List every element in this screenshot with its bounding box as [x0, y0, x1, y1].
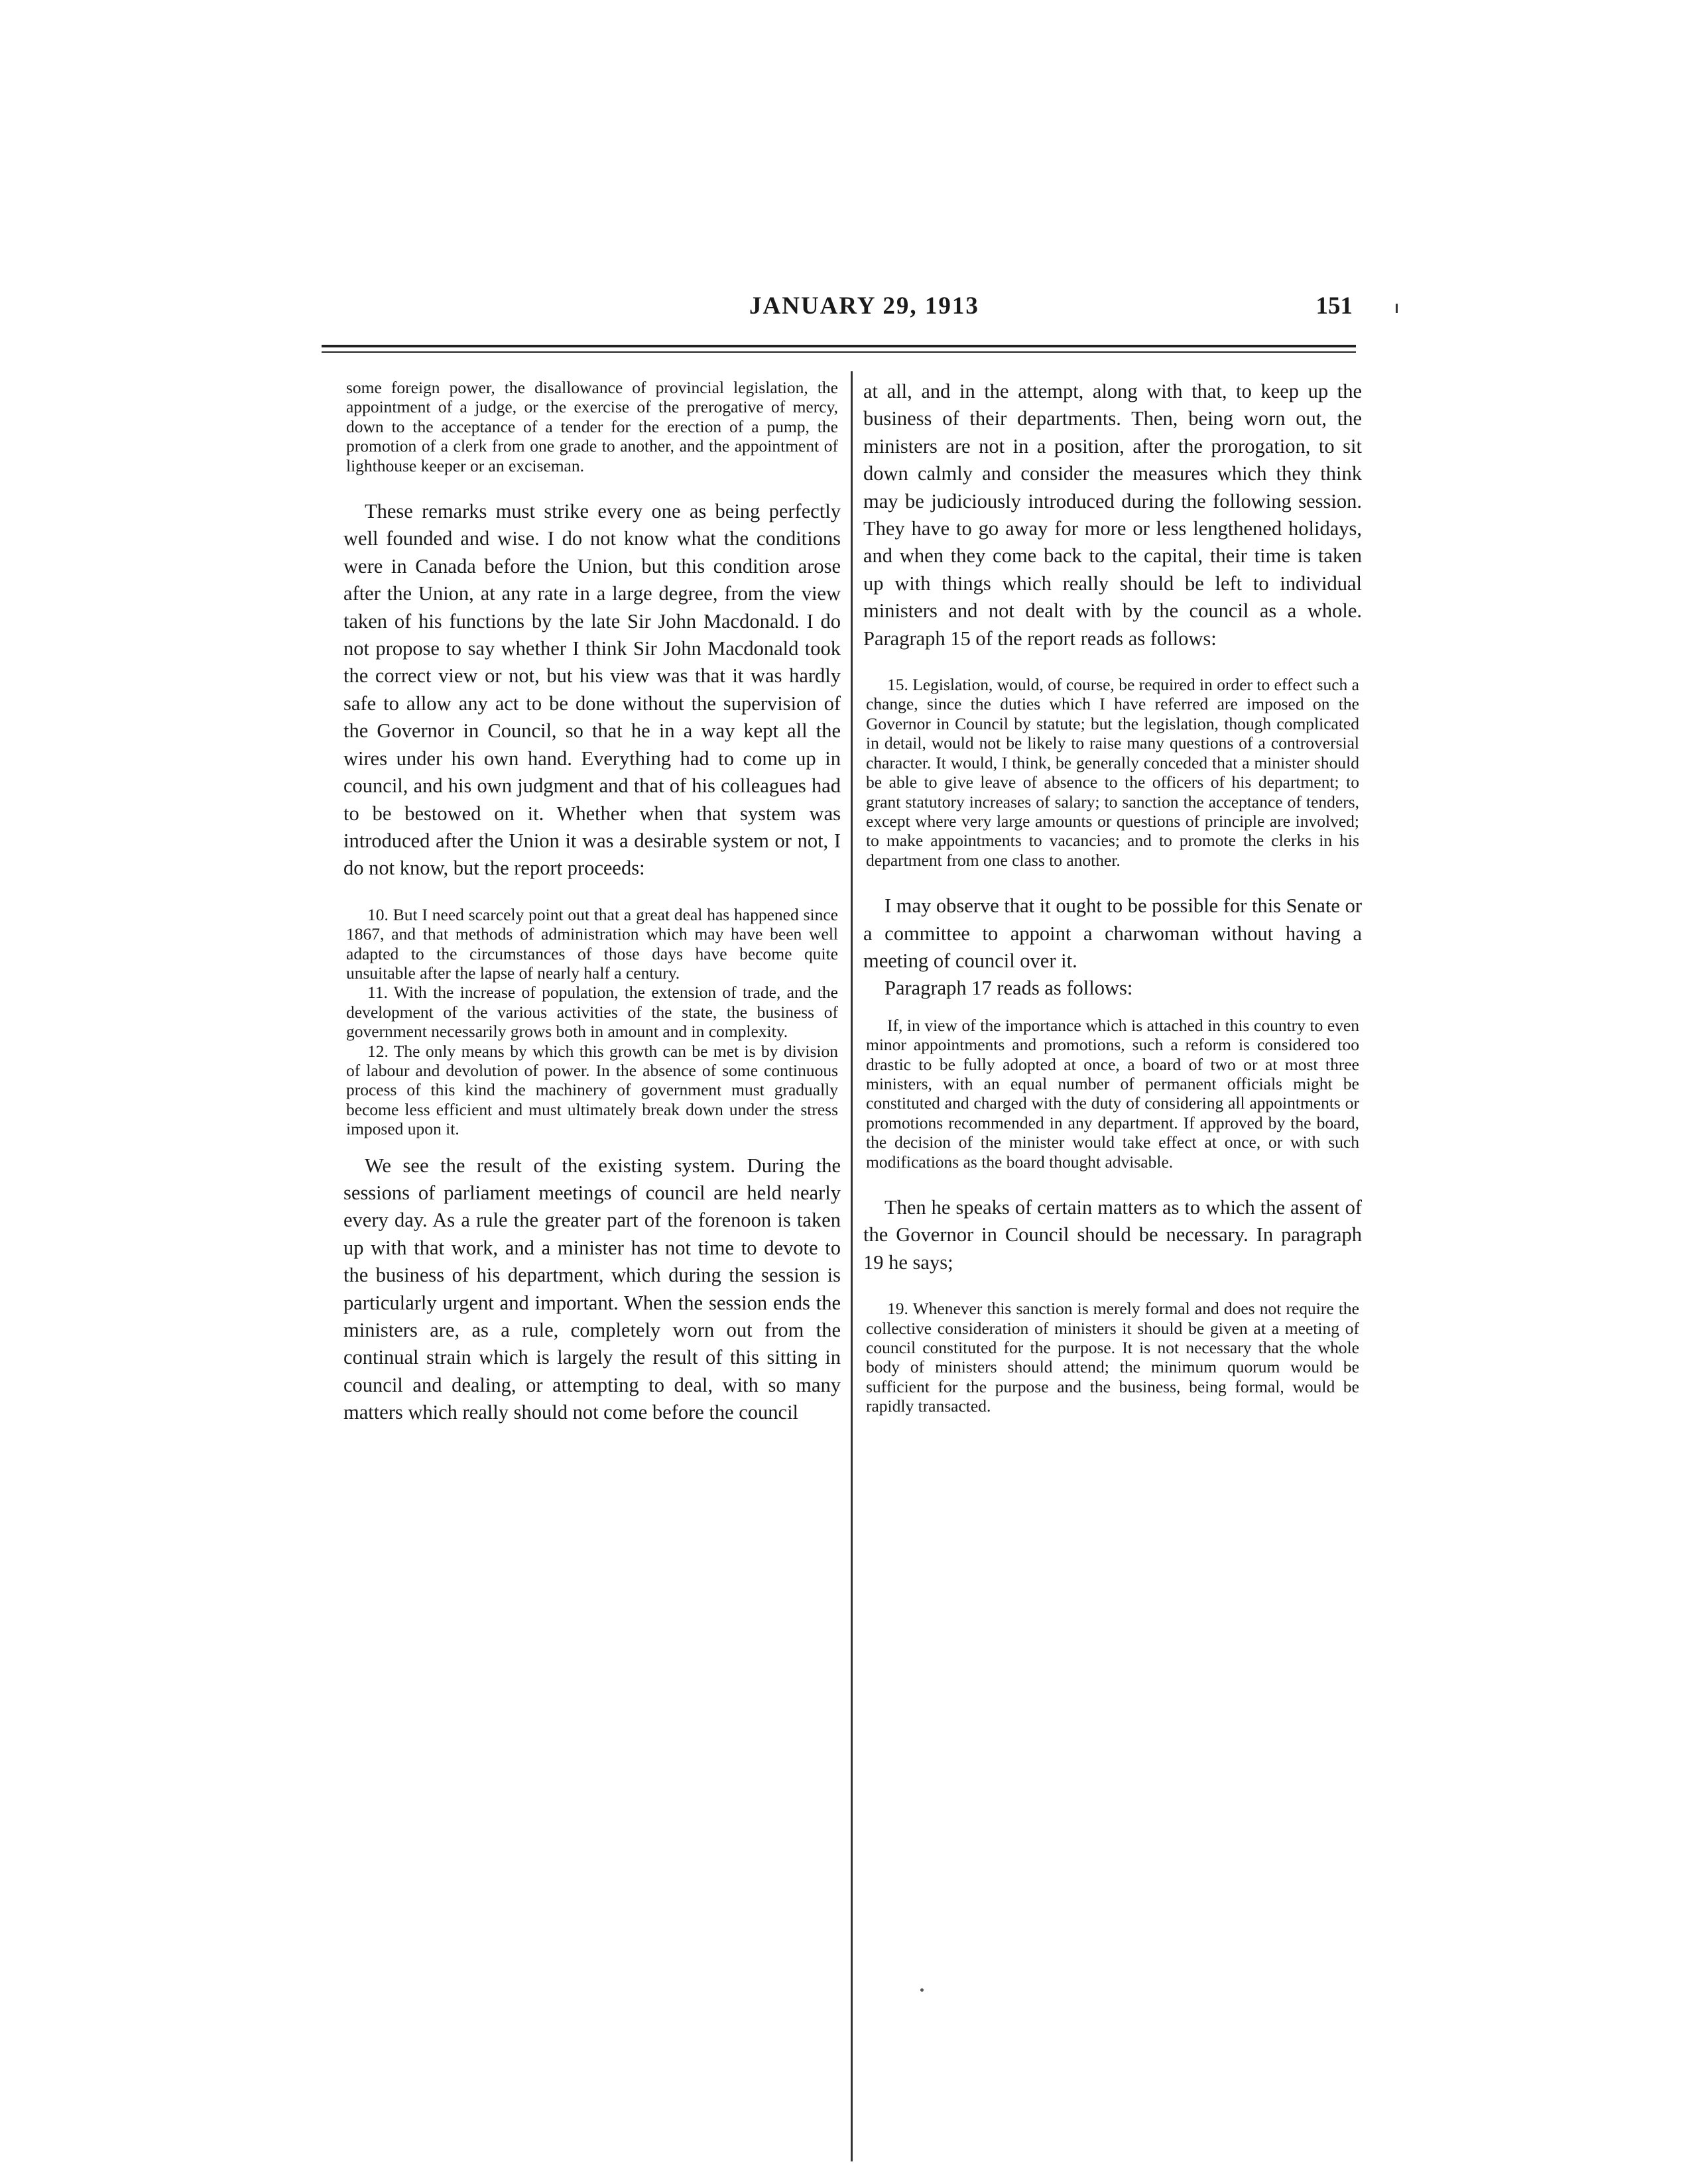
- header-rule-thick: [322, 345, 1356, 347]
- right-paragraph-4: Then he speaks of certain matters as to which the assent of the Governor in Council should be necessary. In paragraph 19 he says;: [863, 1196, 1362, 1274]
- column-divider: [851, 371, 853, 2161]
- left-quote-paragraph-11: 11. With the increase of population, the extension of trade, and the development of the various activities of the state, the business of government necessarily grows both in amount and in complexity.: [346, 983, 838, 1042]
- scan-tick-mark: [1396, 304, 1398, 313]
- right-paragraph-1: at all, and in the attempt, along with that, to keep up the business of their departments. Then, being worn out, the ministers are not in a position, after the prorogation, to sit down calmly and consider the measures which they think may be judiciously introduced during the following session. They have to go away for more or less lengthened holidays, and when they come back to the capital, their time is taken up with things which really should be left to individual ministers and not dealt with by the council as a whole. Paragraph 15 of the report reads as follows:: [863, 380, 1362, 650]
- page-header: [332, 292, 1353, 332]
- right-paragraph-3: Paragraph 17 reads as follows:: [884, 977, 1133, 1000]
- header-rule-thin: [322, 351, 1356, 353]
- left-paragraph-2: We see the result of the existing system. During the sessions of parliament meetings of council are held nearly every day. As a rule the greater part of the forenoon is taken up with that work, and a minister has not time to devote to the business of his department, which during the session is particularly urgent and important. When the session ends the ministers are, as a rule, completely worn out from the continual strain which is largely the result of this sitting in council and dealing, or attempting to deal, with so many matters which really should not come before the council: [343, 1154, 841, 1424]
- left-quote-continuation: some foreign power, the disallowance of provincial legislation, the appointment of a judge, or the exercise of the prerogative of mercy, down to the acceptance of a tender for the erection of a pump, the promotion of a clerk from one grade to another, and the appointment of lighthouse keeper or an exciseman.: [346, 378, 838, 475]
- scan-speck: [920, 1988, 924, 1992]
- right-quote-paragraph-15: 15. Legislation, would, of course, be required in order to effect such a change, since the duties which I have referred are imposed on the Governor in Council by statute; but the legislation, though complicated in detail, would not be likely to raise many questions of a controversial character. It would, I think, be generally conceded that a minister should be able to give leave of absence to the officers of his department; to grant statutory increases of salary; to sanction the acceptance of tenders, except where very large amounts or questions of principle are involved; to make appointments to vacancies; and to promote the clerks in his department from one class to another.: [866, 675, 1359, 870]
- left-quote-paragraph-10: 10. But I need scarcely point out that a great deal has happened since 1867, and that methods of administration which may have been well adapted to the circumstances of those days have become quite unsuitable after the lapse of nearly half a century.: [346, 904, 838, 983]
- right-quote-paragraph-19: 19. Whenever this sanction is merely formal and does not require the collective consideration of ministers it should be given at a meeting of council constituted for the purpose. It is not necessary that the whole body of ministers should attend; the minimum quorum would be sufficient for the purpose and the business, being formal, would be rapidly transacted.: [866, 1299, 1359, 1416]
- right-column: [863, 378, 1362, 1416]
- left-quote-paragraph-12: 12. The only means by which this growth can be met is by division of labour and devolution of power. In the absence of some continuous process of this kind the machinery of government must gradually become less efficient and must ultimately break down under the stress imposed upon it.: [346, 1041, 838, 1139]
- page-number: 151: [1315, 292, 1353, 320]
- left-paragraph-1: These remarks must strike every one as being perfectly well founded and wise. I do not know what the conditions were in Canada before the Union, but this condition arose after the Union, at any rate in a large degree, from the view taken of his functions by the late Sir John Macdonald. I do not propose to say whether I think Sir John Macdonald took the correct view or not, but his view was that it was hardly safe to allow any act to be done without the supervision of the Governor in Council, so that he in a way kept all the wires under his own hand. Everything had to come up in council, and his own judgment and that of his colleagues had to be bestowed on it. Whether when that system was introduced after the Union it was a desirable system or not, I do not know, but the report proceeds:: [343, 500, 841, 880]
- running-head: JANUARY 29, 1913: [749, 292, 979, 320]
- right-quote-paragraph-17: If, in view of the importance which is attached in this country to even minor appointments and promotions, such a reform is considered too drastic to be fully adopted at once, a board of two or at most three ministers, with an equal number of permanent officials might be constituted and charged with the duty of considering all appointments or promotions recommended in any department. If approved by the board, the decision of the minister would take effect at once, or with such modifications as the board thought advisable.: [866, 1015, 1359, 1172]
- left-column: [343, 378, 841, 1427]
- right-paragraph-2: I may observe that it ought to be possible for this Senate or a committee to appoint a charwoman without having a meeting of council over it.: [863, 894, 1362, 972]
